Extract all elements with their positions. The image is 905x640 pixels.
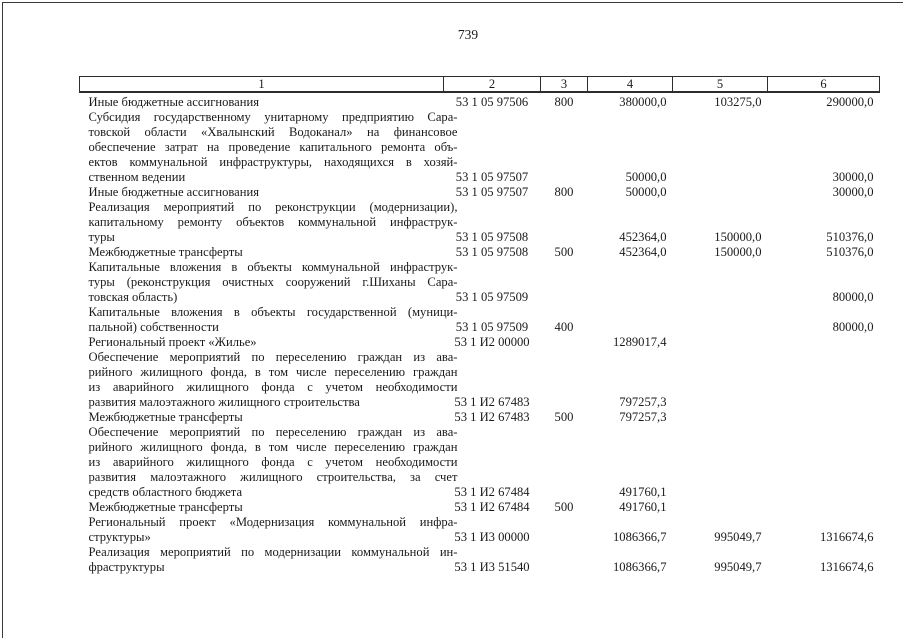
row-amount-cell-6: 510376,0 xyxy=(826,245,874,259)
row-code-cell: 53 1 И2 67483 xyxy=(454,410,530,424)
row-name-line: пальной) собственности xyxy=(88,320,219,334)
row-amount-cell-6: 510376,0 xyxy=(826,230,874,244)
row-name-cell xyxy=(80,92,444,110)
row-expense-type-cell: 400 xyxy=(554,320,574,334)
row-code-cell: 53 1 05 97507 xyxy=(455,170,529,184)
row-amount-cell-5: 995049,7 xyxy=(714,560,762,574)
row-amount-cell-4: 491760,1 xyxy=(619,500,667,514)
row-name-cell xyxy=(80,500,444,515)
row-name-cell xyxy=(80,260,458,305)
row-name-line: Обеспечение мероприятий по переселению граждан из ава- xyxy=(88,350,458,364)
row-name-block xyxy=(89,545,458,575)
row-expense-type-cell: 800 xyxy=(554,95,574,109)
column-header-3: 3 xyxy=(541,77,588,93)
row-code-cell: 53 1 И2 67484 xyxy=(454,485,530,499)
row-amount-cell-5 xyxy=(673,500,768,515)
row-code-cell: 53 1 И2 00000 xyxy=(454,335,530,349)
row-amount-cell-5: 103275,0 xyxy=(714,95,762,109)
row-name-line: Капитальные вложения в объекты государственной (муници- xyxy=(88,305,458,319)
row-name-cell xyxy=(80,200,458,245)
row-expense-type-cell xyxy=(541,335,588,350)
row-name-line: развития малоэтажного жилищного строительства, за счет xyxy=(88,470,458,484)
row-name-cell xyxy=(80,335,444,350)
table-row xyxy=(80,335,880,350)
row-name-line: рийного жилищного фонда, в том числе переселению граждан xyxy=(88,440,458,454)
row-expense-type-cell xyxy=(541,350,588,410)
table-row xyxy=(80,410,880,425)
row-amount-cell-4: 797257,3 xyxy=(619,410,667,424)
row-name-block xyxy=(89,185,458,200)
row-name-cell xyxy=(80,245,444,260)
table-row xyxy=(80,200,880,245)
row-code-cell: 53 1 И2 67483 xyxy=(454,395,530,409)
row-name-block xyxy=(89,95,458,110)
row-amount-cell-5 xyxy=(673,350,768,410)
table-row xyxy=(80,185,880,200)
row-expense-type-cell xyxy=(541,260,588,305)
row-name-line: из аварийного жилищного фонда с учетом необходимости xyxy=(88,380,458,394)
row-amount-cell-6: 1316674,6 xyxy=(819,530,874,544)
row-amount-cell-6: 290000,0 xyxy=(826,95,874,109)
row-amount-cell-5 xyxy=(673,335,768,350)
row-name-line: капитальному ремонту объектов коммунальной инфраструк- xyxy=(88,215,458,229)
row-code-cell: 53 1 05 97508 xyxy=(455,230,529,244)
row-name-cell xyxy=(80,545,458,575)
row-code-cell: 53 1 05 97509 xyxy=(455,320,529,334)
row-amount-cell-4: 50000,0 xyxy=(625,185,667,199)
scan-edge-line-top xyxy=(2,2,903,3)
row-code-cell: 53 1 05 97506 xyxy=(455,95,529,109)
row-name-line: структуры» xyxy=(88,530,151,544)
table-row xyxy=(80,545,880,575)
row-code-cell: 53 1 И2 67484 xyxy=(454,500,530,514)
row-name-line: Капитальные вложения в объекты коммунальной инфраструк- xyxy=(88,260,458,274)
row-name-cell xyxy=(80,185,444,200)
table-row xyxy=(80,260,880,305)
row-name-line: Региональный проект «Модернизация коммунальной инфра- xyxy=(88,515,458,529)
row-name-line: Реализация мероприятий по модернизации коммунальной ин- xyxy=(88,545,458,559)
row-expense-type-cell xyxy=(541,110,588,185)
budget-table xyxy=(79,76,880,575)
row-amount-cell-5 xyxy=(673,185,768,200)
row-name-block xyxy=(89,500,458,515)
row-name-line: Субсидия государственному унитарному предприятию Сара- xyxy=(88,110,458,124)
row-name-block xyxy=(89,245,458,260)
row-code-cell: 53 1 05 97508 xyxy=(455,245,529,259)
row-name-block xyxy=(89,200,458,245)
row-amount-cell-6 xyxy=(768,500,880,515)
row-amount-cell-5 xyxy=(673,410,768,425)
row-amount-cell-6 xyxy=(768,335,880,350)
row-name-line: ственном ведении xyxy=(88,170,186,184)
row-amount-cell-4: 452364,0 xyxy=(619,245,667,259)
row-name-block xyxy=(89,410,458,425)
table-row xyxy=(80,305,880,335)
row-code-cell: 53 1 И3 00000 xyxy=(454,530,530,544)
row-name-cell xyxy=(80,425,458,500)
row-name-line: фраструктуры xyxy=(88,560,165,574)
row-name-line: средств областного бюджета xyxy=(88,485,243,499)
column-header-1: 1 xyxy=(80,77,444,93)
row-name-line: товская область) xyxy=(88,290,178,304)
column-header-6: 6 xyxy=(768,77,880,93)
row-name-line: Реализация мероприятий по реконструкции (модернизации), xyxy=(88,200,458,214)
row-name-block xyxy=(89,335,458,350)
row-name-cell xyxy=(80,515,458,545)
row-name-line: туры (реконструкция очистных сооружений г.Шиханы Сара- xyxy=(88,275,458,289)
row-amount-cell-4: 50000,0 xyxy=(625,170,667,184)
row-name-block xyxy=(89,515,458,545)
table-body xyxy=(80,92,880,575)
table-row xyxy=(80,500,880,515)
table-header-row xyxy=(80,77,880,93)
row-name-line: ектов коммунальной инфраструктуры, находящихся в хозяй- xyxy=(88,155,458,169)
row-expense-type-cell: 500 xyxy=(554,500,574,514)
row-expense-type-cell xyxy=(541,425,588,500)
row-name-line: Межбюджетные трансферты xyxy=(88,500,243,514)
table-row xyxy=(80,245,880,260)
row-amount-cell-6 xyxy=(768,410,880,425)
table-row xyxy=(80,425,880,500)
row-name-line: обеспечение затрат на проведение капитального ремонта объ- xyxy=(88,140,458,154)
row-amount-cell-6: 80000,0 xyxy=(832,290,874,304)
row-expense-type-cell: 500 xyxy=(554,410,574,424)
row-amount-cell-4 xyxy=(588,260,673,305)
row-name-line: из аварийного жилищного фонда с учетом необходимости xyxy=(88,455,458,469)
row-name-line: Межбюджетные трансферты xyxy=(88,245,243,259)
row-amount-cell-5 xyxy=(673,425,768,500)
row-amount-cell-4: 491760,1 xyxy=(619,485,667,499)
row-amount-cell-4: 797257,3 xyxy=(619,395,667,409)
row-name-line: Региональный проект «Жилье» xyxy=(88,335,257,349)
row-name-cell xyxy=(80,350,458,410)
row-name-line: рийного жилищного фонда, в том числе переселению граждан xyxy=(88,365,458,379)
row-name-line: товской области «Хвалынский Водоканал» на финансовое xyxy=(88,125,458,139)
row-amount-cell-4: 452364,0 xyxy=(619,230,667,244)
row-code-cell: 53 1 05 97509 xyxy=(455,290,529,304)
row-name-line: Обеспечение мероприятий по переселению граждан из ава- xyxy=(88,425,458,439)
row-name-line: Иные бюджетные ассигнования xyxy=(88,185,260,199)
row-amount-cell-6: 1316674,6 xyxy=(819,560,874,574)
row-amount-cell-4: 1086366,7 xyxy=(612,530,667,544)
row-name-line: туры xyxy=(88,230,115,244)
row-amount-cell-6: 80000,0 xyxy=(832,320,874,334)
table-row xyxy=(80,350,880,410)
row-expense-type-cell: 800 xyxy=(554,185,574,199)
row-expense-type-cell xyxy=(541,545,588,575)
column-header-5: 5 xyxy=(673,77,768,93)
row-name-block xyxy=(89,425,458,500)
row-name-line: развития малоэтажного жилищного строительства xyxy=(88,395,360,409)
row-amount-cell-6 xyxy=(768,350,880,410)
row-amount-cell-5: 995049,7 xyxy=(714,530,762,544)
row-expense-type-cell xyxy=(541,515,588,545)
table-row xyxy=(80,110,880,185)
scan-edge-line-left xyxy=(2,2,3,638)
row-name-line: Иные бюджетные ассигнования xyxy=(88,95,260,109)
table-row xyxy=(80,515,880,545)
row-name-cell xyxy=(80,110,458,185)
row-name-block xyxy=(89,110,458,185)
row-name-block xyxy=(89,305,458,335)
row-amount-cell-5: 150000,0 xyxy=(714,230,762,244)
row-amount-cell-5: 150000,0 xyxy=(714,245,762,259)
row-name-cell xyxy=(80,305,458,335)
row-amount-cell-5 xyxy=(673,260,768,305)
row-name-cell xyxy=(80,410,444,425)
row-expense-type-cell xyxy=(541,200,588,245)
row-code-cell: 53 1 И3 51540 xyxy=(454,560,530,574)
row-amount-cell-6: 30000,0 xyxy=(832,185,874,199)
column-header-2: 2 xyxy=(444,77,541,93)
page-number: 739 xyxy=(457,27,479,42)
row-amount-cell-4: 380000,0 xyxy=(619,95,667,109)
row-amount-cell-4: 1289017,4 xyxy=(612,335,667,349)
row-expense-type-cell: 500 xyxy=(554,245,574,259)
row-name-block xyxy=(89,350,458,410)
column-header-4: 4 xyxy=(588,77,673,93)
table-row xyxy=(80,92,880,110)
row-amount-cell-4: 1086366,7 xyxy=(612,560,667,574)
row-code-cell: 53 1 05 97507 xyxy=(455,185,529,199)
row-amount-cell-5 xyxy=(673,110,768,185)
row-name-block xyxy=(89,260,458,305)
row-amount-cell-6: 30000,0 xyxy=(832,170,874,184)
row-amount-cell-6 xyxy=(768,425,880,500)
row-name-line: Межбюджетные трансферты xyxy=(88,410,243,424)
row-amount-cell-5 xyxy=(673,305,768,335)
row-amount-cell-4 xyxy=(588,305,673,335)
